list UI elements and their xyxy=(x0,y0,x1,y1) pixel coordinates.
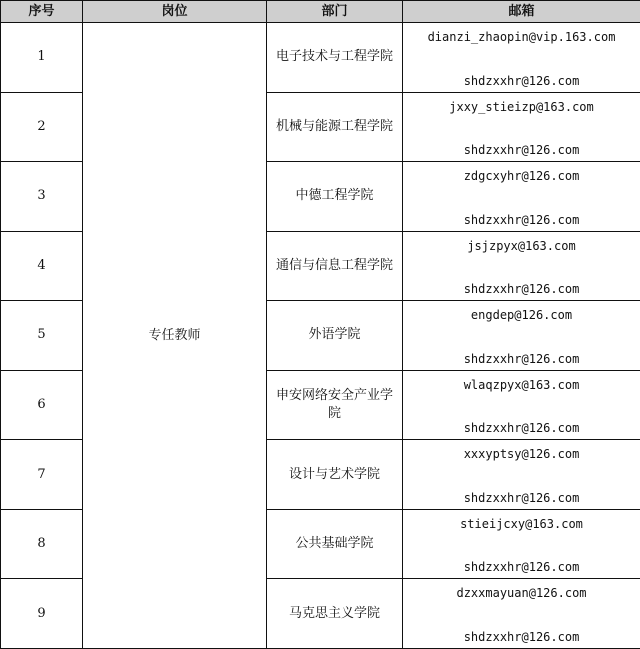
email-primary[interactable]: engdep@126.com xyxy=(470,308,573,323)
email-secondary[interactable]: shdzxxhr@126.com xyxy=(463,212,580,227)
row-index: 3 xyxy=(1,162,83,232)
header-row xyxy=(1,1,640,23)
email-secondary[interactable]: shdzxxhr@126.com xyxy=(463,421,580,436)
email-cell xyxy=(403,301,640,371)
email-primary[interactable]: zdgcxyhr@126.com xyxy=(463,169,580,184)
email-primary[interactable]: xxxyptsy@126.com xyxy=(463,447,580,462)
department-cell: 外语学院 xyxy=(267,301,403,371)
email-cell xyxy=(403,579,640,649)
department-cell: 通信与信息工程学院 xyxy=(267,231,403,301)
email-secondary[interactable]: shdzxxhr@126.com xyxy=(463,630,580,644)
department-cell: 中德工程学院 xyxy=(267,162,403,232)
row-index: 5 xyxy=(1,301,83,371)
row-index: 6 xyxy=(1,370,83,440)
header-index: 序号 xyxy=(1,1,83,23)
email-cell xyxy=(403,440,640,510)
email-secondary[interactable]: shdzxxhr@126.com xyxy=(463,490,580,505)
row-index: 8 xyxy=(1,509,83,579)
header-position: 岗位 xyxy=(83,1,267,23)
row-index: 4 xyxy=(1,231,83,301)
email-secondary[interactable]: shdzxxhr@126.com xyxy=(463,73,580,88)
email-primary[interactable]: jxxy_stieizp@163.com xyxy=(449,99,594,114)
email-primary[interactable]: jsjzpyx@163.com xyxy=(467,238,576,253)
email-cell xyxy=(403,509,640,579)
department-cell: 电子技术与工程学院 xyxy=(267,23,403,93)
email-primary[interactable]: dzxxmayuan@126.com xyxy=(456,586,587,601)
position-cell: 专任教师 xyxy=(83,23,267,649)
email-secondary[interactable]: shdzxxhr@126.com xyxy=(463,143,580,158)
department-cell: 设计与艺术学院 xyxy=(267,440,403,510)
department-cell: 申安网络安全产业学院 xyxy=(267,370,403,440)
email-cell xyxy=(403,231,640,301)
email-cell xyxy=(403,92,640,162)
email-primary[interactable]: stieijcxy@163.com xyxy=(460,516,583,531)
row-index: 1 xyxy=(1,23,83,93)
header-department: 部门 xyxy=(267,1,403,23)
row-index: 9 xyxy=(1,579,83,649)
header-email: 邮箱 xyxy=(403,1,640,23)
email-cell xyxy=(403,23,640,93)
email-cell xyxy=(403,370,640,440)
email-secondary[interactable]: shdzxxhr@126.com xyxy=(463,351,580,366)
email-primary[interactable]: wlaqzpyx@163.com xyxy=(463,377,580,392)
department-cell: 马克思主义学院 xyxy=(267,579,403,649)
email-cell xyxy=(403,162,640,232)
email-secondary[interactable]: shdzxxhr@126.com xyxy=(463,560,580,575)
email-secondary[interactable]: shdzxxhr@126.com xyxy=(463,282,580,297)
department-cell: 机械与能源工程学院 xyxy=(267,92,403,162)
table-row xyxy=(1,23,640,93)
department-cell: 公共基础学院 xyxy=(267,509,403,579)
row-index: 7 xyxy=(1,440,83,510)
email-primary[interactable]: dianzi_zhaopin@vip.163.com xyxy=(427,30,616,44)
row-index: 2 xyxy=(1,92,83,162)
